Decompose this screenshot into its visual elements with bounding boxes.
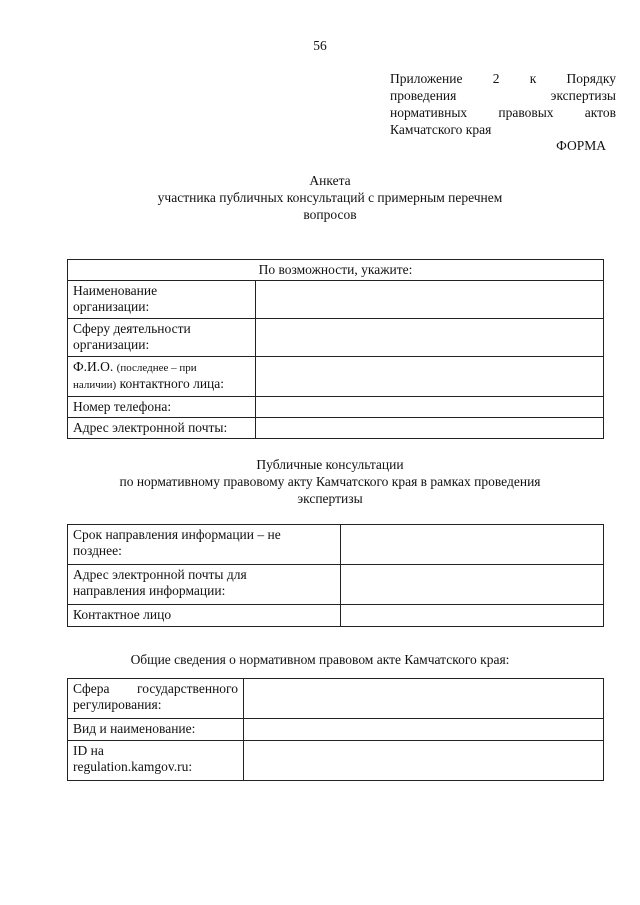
field-label <box>68 525 341 565</box>
title-line: вопросов <box>303 207 357 222</box>
submission-email-field[interactable] <box>341 565 604 605</box>
appendix-note <box>390 70 616 138</box>
field-label <box>68 719 244 741</box>
contact-field[interactable] <box>341 605 604 627</box>
label-line <box>73 359 250 376</box>
appendix-line: Камчатского края <box>390 122 492 137</box>
table-row <box>68 565 604 605</box>
field-label <box>68 281 256 319</box>
field-label <box>68 397 256 418</box>
page-number: 56 <box>313 38 327 53</box>
table-row <box>68 605 604 627</box>
field-label <box>68 605 341 627</box>
questionnaire-title <box>60 172 600 223</box>
table-row <box>68 525 604 565</box>
label-line: Адрес электронной почты для <box>73 567 247 582</box>
label-line: Адрес электронной почты: <box>73 420 228 435</box>
appendix-line: проведения экспертизы <box>390 88 616 103</box>
field-label <box>68 679 244 719</box>
participant-table-header: По возможности, укажите: <box>68 260 604 281</box>
title-line: участника публичных консультаций с примерным перечнем <box>157 190 503 205</box>
appendix-line: Приложение 2 к Порядку <box>390 71 616 86</box>
label-line: Вид и наименование: <box>73 721 196 736</box>
table-row <box>68 319 604 357</box>
table-row <box>68 281 604 319</box>
label-line: Контактное лицо <box>73 607 172 622</box>
label-line: Наименование <box>73 283 158 298</box>
act-table <box>67 678 604 781</box>
title-line: Анкета <box>309 173 351 188</box>
table-row <box>68 679 604 719</box>
regulation-id-field[interactable] <box>244 741 604 781</box>
title-line: экспертизы <box>297 491 363 506</box>
act-type-field[interactable] <box>244 719 604 741</box>
appendix-line: нормативных правовых актов <box>390 105 616 120</box>
table-row <box>68 397 604 418</box>
field-label <box>68 565 341 605</box>
title-line: Публичные консультации <box>256 457 404 472</box>
general-info-title: Общие сведения о нормативном правовом акте Камчатского края: <box>130 652 510 667</box>
table-row <box>68 741 604 781</box>
email-field[interactable] <box>256 418 604 439</box>
field-label <box>68 357 256 397</box>
label-line: регулирования: <box>73 697 162 712</box>
table-row <box>68 719 604 741</box>
title-line: по нормативному правовому акту Камчатского края в рамках проведения <box>119 474 541 489</box>
label-note: (последнее – при <box>116 362 197 374</box>
deadline-field[interactable] <box>341 525 604 565</box>
label-line: организации: <box>73 299 150 314</box>
label-line: направления информации: <box>73 583 226 598</box>
field-label <box>68 741 244 781</box>
activity-field[interactable] <box>256 319 604 357</box>
label-line: Номер телефона: <box>73 399 172 414</box>
field-label <box>68 319 256 357</box>
table-row <box>68 357 604 397</box>
label-line: Сфера государственного <box>73 681 238 696</box>
organization-name-field[interactable] <box>256 281 604 319</box>
consultations-title <box>60 456 600 507</box>
field-label <box>68 418 256 439</box>
label-line: regulation.kamgov.ru: <box>73 759 193 774</box>
label-line: Срок направления информации – не <box>73 527 281 542</box>
label-tail: контактного лица: <box>119 376 225 391</box>
label-line: позднее: <box>73 543 122 558</box>
phone-field[interactable] <box>256 397 604 418</box>
contact-person-field[interactable] <box>256 357 604 397</box>
table-row <box>68 418 604 439</box>
label-line: Сферу деятельности <box>73 321 191 336</box>
participant-table <box>67 259 604 439</box>
label-line: ID на <box>73 743 104 758</box>
label-note: наличии) <box>73 379 117 391</box>
label-line <box>73 376 250 393</box>
label-line: организации: <box>73 337 150 352</box>
label-main: Ф.И.О. <box>73 359 114 374</box>
form-label: ФОРМА <box>556 138 606 153</box>
consultation-table <box>67 524 604 627</box>
regulation-sphere-field[interactable] <box>244 679 604 719</box>
